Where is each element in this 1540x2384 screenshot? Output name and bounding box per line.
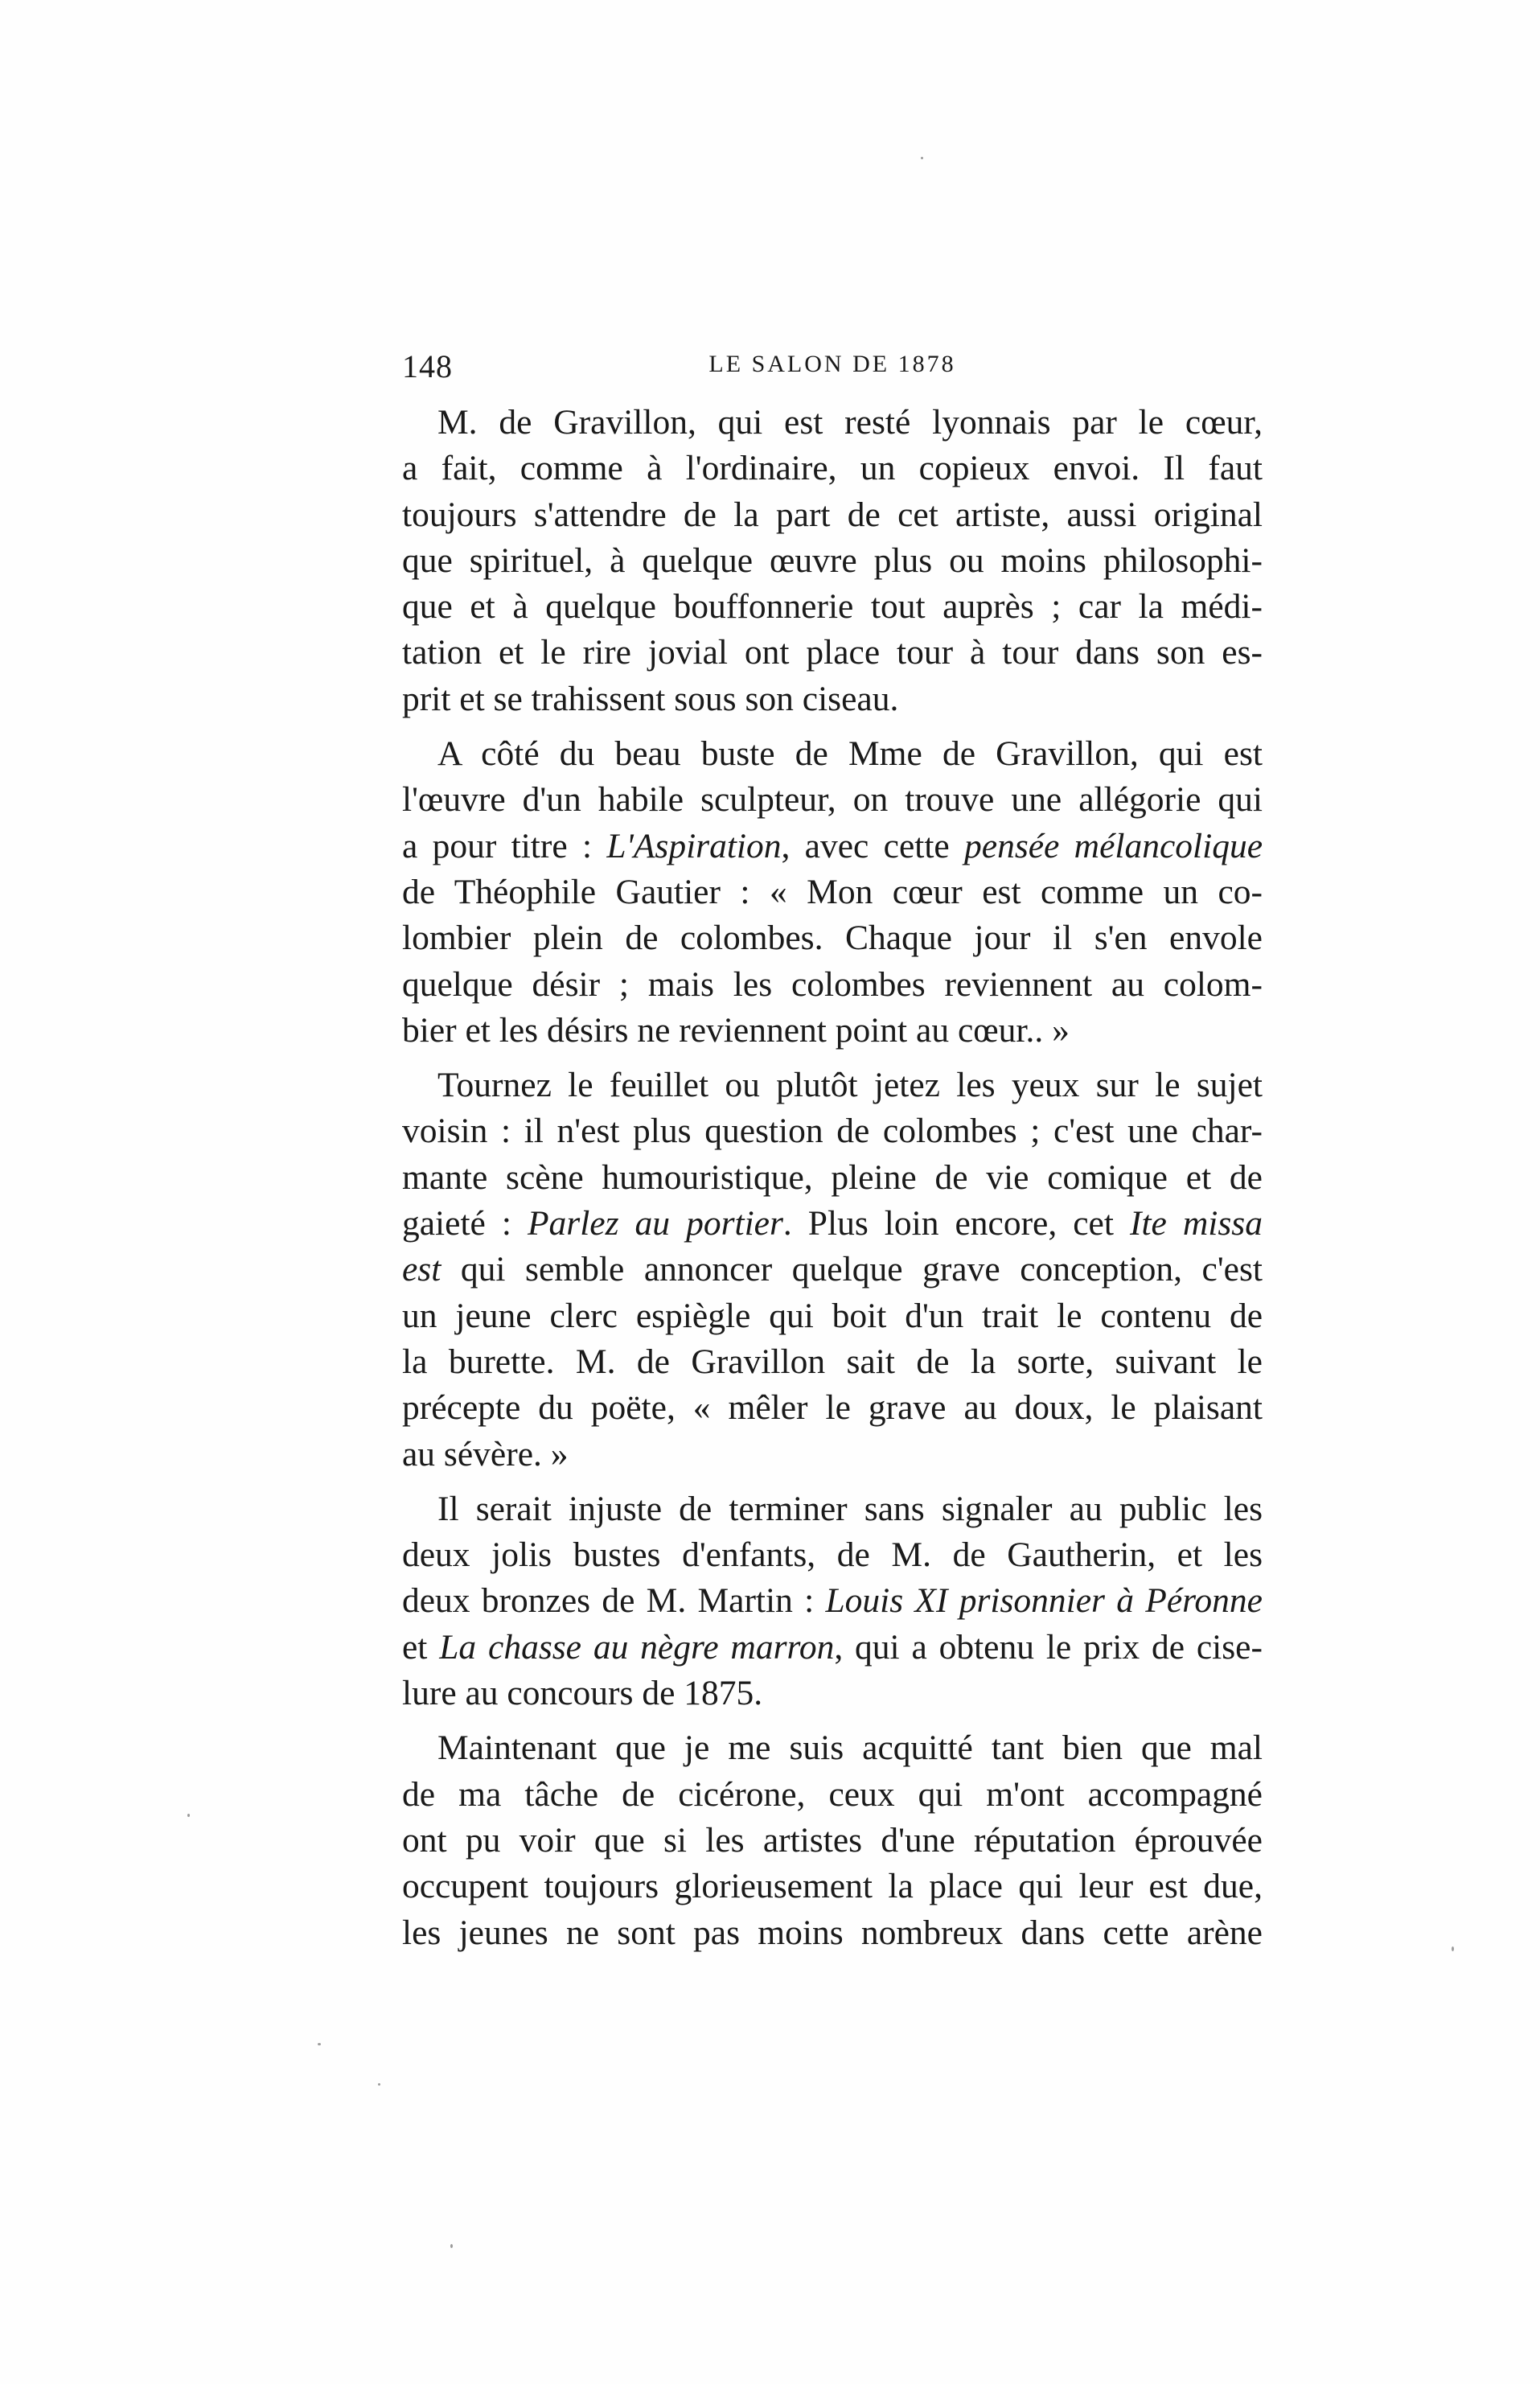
text-line: gaieté : Parlez au portier. Plus loin encore, cet Ite missa [402,1204,1263,1243]
scan-speck [450,2244,453,2248]
text-line: M. de Gravillon, qui est resté lyonnais par le cœur, [437,403,1263,442]
paragraph-2 [402,731,1263,1054]
text-line: Il serait injuste de terminer sans signaler au public les [437,1489,1263,1528]
italic-title: Louis XI prisonnier à Péronne [825,1581,1263,1621]
text-line: deux bronzes de M. Martin : Louis XI prisonnier à Péronne [402,1581,1263,1621]
text-line: est qui semble annoncer quelque grave conception, c'est [402,1250,1263,1289]
text-line: a pour titre : L'Aspiration, avec cette pensée mélancolique [402,826,1263,865]
italic-title: L'Aspiration [606,826,782,865]
paragraph-5 [402,1725,1263,1955]
scan-speck [921,157,923,159]
scan-speck [318,2043,321,2045]
text-line: occupent toujours glorieusement la place qui leur est due, [402,1867,1263,1906]
text-line: toujours s'attendre de la part de cet artiste, aussi original [402,495,1263,534]
text-line: voisin : il n'est plus question de colombes ; c'est une char- [402,1112,1263,1151]
text-line: bier et les désirs ne reviennent point au cœur.. » [402,1010,1070,1050]
italic-title: est [402,1250,441,1289]
text-line: prit et se trahissent sous son ciseau. [402,679,899,718]
text-line: de Théophile Gautier : « Mon cœur est comme un co- [402,872,1263,911]
text-line: Maintenant que je me suis acquitté tant bien que mal [437,1728,1263,1768]
body-text [402,400,1263,1956]
text-line: et La chasse au nègre marron, qui a obtenu le prix de cise- [402,1627,1263,1667]
text-line: lombier plein de colombes. Chaque jour il s'en envole [402,919,1263,958]
italic-title: La chasse au nègre marron [439,1627,835,1667]
paragraph-1 [402,400,1263,722]
text-line: ont pu voir que si les artistes d'une réputation éprouvée [402,1820,1263,1860]
text-line: a fait, comme à l'ordinaire, un copieux envoi. Il faut [402,449,1263,488]
text-line: au sévère. » [402,1434,569,1474]
scan-speck [187,1814,190,1817]
text-line: que et à quelque bouffonnerie tout auprès ; car la médi- [402,587,1263,627]
text-line: de ma tâche de cicérone, ceux qui m'ont accompagné [402,1774,1263,1814]
text-line: les jeunes ne sont pas moins nombreux dans cette arène [402,1913,1263,1952]
paragraph-3 [402,1063,1263,1478]
text-line: tation et le rire jovial ont place tour à tour dans son es- [402,633,1263,672]
text-line: deux jolis bustes d'enfants, de M. de Gautherin, et les [402,1535,1263,1575]
text-line: quelque désir ; mais les colombes reviennent au colom- [402,964,1263,1004]
scan-speck [1452,1946,1454,1951]
running-title: LE SALON DE 1878 [708,351,956,377]
text-line: l'œuvre d'un habile sculpteur, on trouve une allégorie qui [402,780,1263,820]
page-number: 148 [402,348,453,384]
text-line: A côté du beau buste de Mme de Gravillon, qui est [437,734,1263,774]
italic-title: Parlez au portier [527,1204,783,1243]
paragraph-4 [402,1486,1263,1716]
text-line: la burette. M. de Gravillon sait de la sorte, suivant le [402,1342,1263,1381]
page-header [402,347,1263,396]
italic-title: Ite missa [1129,1204,1263,1243]
text-line: Tournez le feuillet ou plutôt jetez les yeux sur le sujet [437,1066,1263,1105]
text-line: un jeune clerc espiègle qui boit d'un trait le contenu de [402,1296,1263,1335]
scan-speck [378,2083,380,2086]
text-line: précepte du poëte, « mêler le grave au doux, le plaisant [402,1388,1263,1428]
text-line: lure au concours de 1875. [402,1674,763,1713]
text-line: mante scène humouristique, pleine de vie comique et de [402,1157,1263,1197]
italic-phrase: pensée mélancolique [964,826,1263,865]
text-line: que spirituel, à quelque œuvre plus ou moins philosophi- [402,541,1263,580]
